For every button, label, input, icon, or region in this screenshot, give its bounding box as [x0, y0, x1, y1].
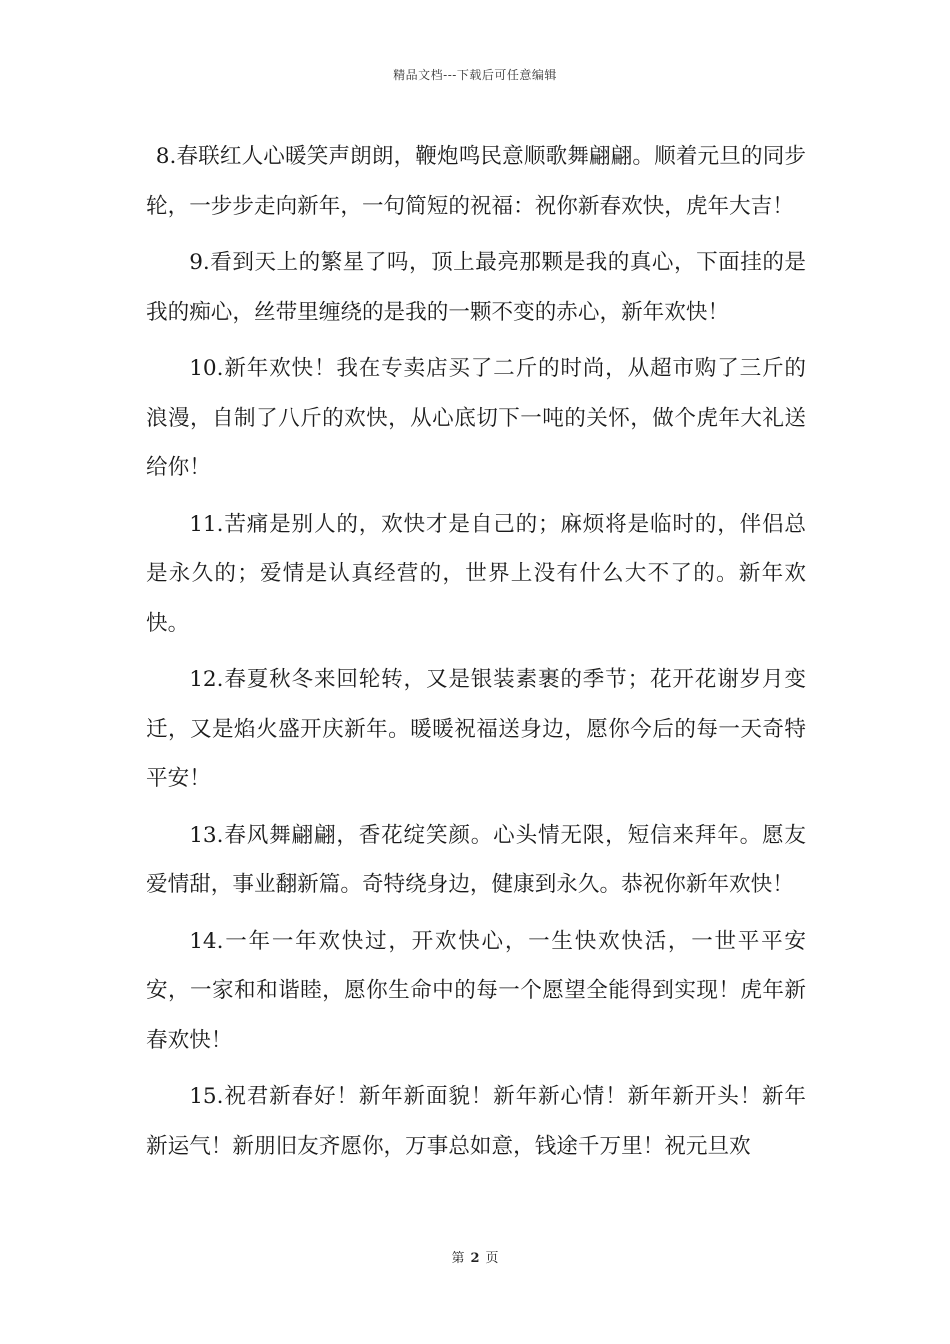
- paragraph-12: 12.春夏秋冬来回轮转，又是银装素裹的季节；花开花谢岁月变迁，又是焰火盛开庆新年。暖暖祝福送身边，愿你今后的每一天奇特平安！: [146, 667, 806, 791]
- page-header: 精品文档---下载后可任意编辑: [393, 68, 557, 82]
- page-footer: [0, 1247, 950, 1266]
- paragraph-10: 10.新年欢快！我在专卖店买了二斤的时尚，从超市购了三斤的浪漫，自制了八斤的欢快，从心底切下一吨的关怀，做个虎年大礼送给你！: [146, 356, 806, 480]
- page-number: 2: [470, 1251, 480, 1266]
- paragraph-8: 8.春联红人心暖笑声朗朗，鞭炮鸣民意顺歌舞翩翩。顺着元旦的同步轮，一步步走向新年，一句简短的祝福：祝你新春欢快，虎年大吉！: [146, 144, 806, 219]
- page-number-suffix: 页: [485, 1251, 499, 1266]
- paragraph-14: 14.一年一年欢快过，开欢快心，一生快欢快活，一世平平安安，一家和和谐睦，愿你生命中的每一个愿望全能得到实现！虎年新春欢快！: [146, 928, 806, 1053]
- page-number-prefix: 第: [451, 1251, 465, 1266]
- paragraph-15: 15.祝君新春好！新年新面貌！新年新心情！新年新开头！新年新运气！新朋旧友齐愿你，万事总如意，钱途千万里！祝元旦欢: [146, 1084, 806, 1159]
- paragraph-9: 9.看到天上的繁星了吗，顶上最亮那颗是我的真心，下面挂的是我的痴心，丝带里缠绕的是我的一颗不变的赤心，新年欢快！: [146, 250, 806, 325]
- document-body: [146, 132, 806, 1178]
- paragraph-13: 13.春风舞翩翩，香花绽笑颜。心头情无限，短信来拜年。愿友爱情甜，事业翻新篇。奇特绕身边，健康到永久。恭祝你新年欢快！: [146, 822, 806, 897]
- paragraph-11: 11.苦痛是别人的，欢快才是自己的；麻烦将是临时的，伴侣总是永久的；爱情是认真经营的，世界上没有什么大不了的。新年欢快。: [146, 511, 806, 636]
